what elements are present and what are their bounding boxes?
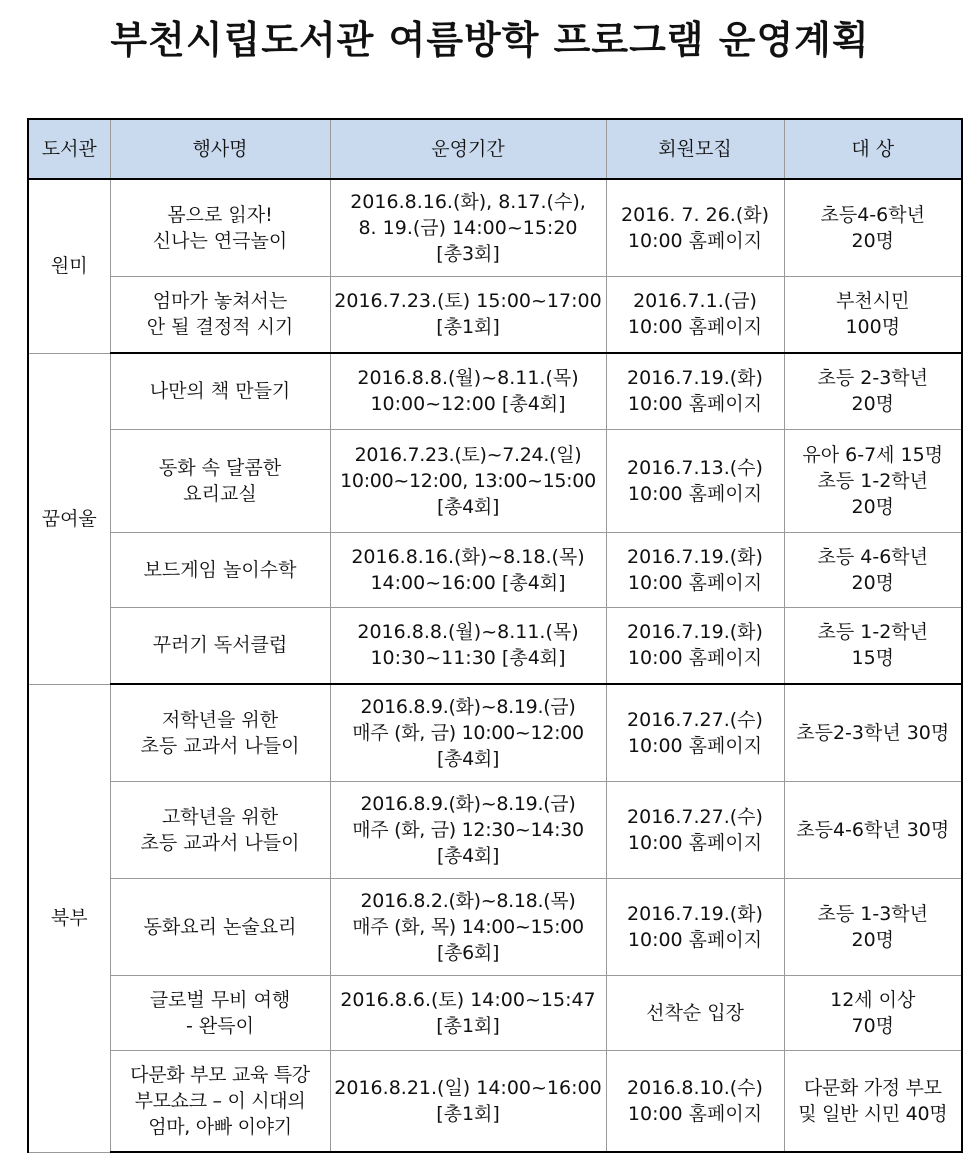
target-cell: 초등4-6학년 20명 — [784, 179, 962, 276]
library-cell: 북부 — [28, 684, 110, 1152]
target-cell: 초등 1-3학년 20명 — [784, 878, 962, 975]
registration-cell: 2016.7.27.(수) 10:00 홈페이지 — [606, 684, 784, 781]
target-cell: 초등2-3학년 30명 — [784, 684, 962, 781]
header-target: 대 상 — [784, 119, 962, 179]
event-cell: 동화 속 달콤한 요리교실 — [110, 429, 330, 532]
event-cell: 보드게임 놀이수학 — [110, 532, 330, 607]
target-cell: 유아 6-7세 15명 초등 1-2학년 20명 — [784, 429, 962, 532]
table-row — [28, 684, 962, 781]
period-cell: 2016.8.16.(화)~8.18.(목) 14:00~16:00 [총4회] — [330, 532, 606, 607]
period-cell: 2016.8.6.(토) 14:00~15:47 [총1회] — [330, 975, 606, 1050]
page-title: 부천시립도서관 여름방학 프로그램 운영계획 — [110, 18, 870, 62]
period-cell: 2016.8.21.(일) 14:00~16:00 [총1회] — [330, 1050, 606, 1152]
period-cell: 2016.8.8.(월)~8.11.(목) 10:00~12:00 [총4회] — [330, 353, 606, 429]
event-cell: 다문화 부모 교육 특강 부모쇼크 – 이 시대의 엄마, 아빠 이야기 — [110, 1050, 330, 1152]
registration-cell: 2016.7.19.(화) 10:00 홈페이지 — [606, 532, 784, 607]
event-cell: 엄마가 놓쳐서는 안 될 결정적 시기 — [110, 276, 330, 353]
period-cell: 2016.8.9.(화)~8.19.(금) 매주 (화, 금) 12:30~14:30 [총4회] — [330, 781, 606, 878]
event-cell: 몸으로 읽자! 신나는 연극놀이 — [110, 179, 330, 276]
target-cell: 12세 이상 70명 — [784, 975, 962, 1050]
table-row — [28, 353, 962, 429]
period-cell: 2016.8.8.(월)~8.11.(목) 10:30~11:30 [총4회] — [330, 607, 606, 684]
registration-cell: 2016.7.13.(수) 10:00 홈페이지 — [606, 429, 784, 532]
header-registration: 회원모집 — [606, 119, 784, 179]
target-cell: 부천시민 100명 — [784, 276, 962, 353]
library-cell: 원미 — [28, 179, 110, 353]
registration-cell: 선착순 입장 — [606, 975, 784, 1050]
period-cell: 2016.8.9.(화)~8.19.(금) 매주 (화, 금) 10:00~12:00 [총4회] — [330, 684, 606, 781]
event-cell: 저학년을 위한 초등 교과서 나들이 — [110, 684, 330, 781]
registration-cell: 2016.7.19.(화) 10:00 홈페이지 — [606, 353, 784, 429]
header-library: 도서관 — [28, 119, 110, 179]
table-row — [28, 975, 962, 1050]
period-cell: 2016.8.16.(화), 8.17.(수), 8. 19.(금) 14:00~15:20 [총3회] — [330, 179, 606, 276]
registration-cell: 2016.7.19.(화) 10:00 홈페이지 — [606, 878, 784, 975]
table-row — [28, 607, 962, 684]
target-cell: 초등 2-3학년 20명 — [784, 353, 962, 429]
period-cell: 2016.7.23.(토) 15:00~17:00 [총1회] — [330, 276, 606, 353]
event-cell: 글로벌 무비 여행 - 완득이 — [110, 975, 330, 1050]
registration-cell: 2016.7.27.(수) 10:00 홈페이지 — [606, 781, 784, 878]
table-row — [28, 429, 962, 532]
table-row — [28, 179, 962, 276]
program-schedule-table — [27, 118, 963, 1153]
registration-cell: 2016. 7. 26.(화) 10:00 홈페이지 — [606, 179, 784, 276]
table-row — [28, 276, 962, 353]
header-period: 운영기간 — [330, 119, 606, 179]
target-cell: 다문화 가정 부모 및 일반 시민 40명 — [784, 1050, 962, 1152]
table-row — [28, 532, 962, 607]
table-row — [28, 1050, 962, 1152]
target-cell: 초등 1-2학년 15명 — [784, 607, 962, 684]
period-cell: 2016.7.23.(토)~7.24.(일) 10:00~12:00, 13:00~15:00 [총4회] — [330, 429, 606, 532]
table-row — [28, 781, 962, 878]
event-cell: 나만의 책 만들기 — [110, 353, 330, 429]
registration-cell: 2016.7.19.(화) 10:00 홈페이지 — [606, 607, 784, 684]
library-cell: 꿈여울 — [28, 353, 110, 684]
target-cell: 초등 4-6학년 20명 — [784, 532, 962, 607]
event-cell: 동화요리 논술요리 — [110, 878, 330, 975]
registration-cell: 2016.8.10.(수) 10:00 홈페이지 — [606, 1050, 784, 1152]
table-header-row — [28, 119, 962, 179]
table-row — [28, 878, 962, 975]
header-event: 행사명 — [110, 119, 330, 179]
period-cell: 2016.8.2.(화)~8.18.(목) 매주 (화, 목) 14:00~15:00 [총6회] — [330, 878, 606, 975]
event-cell: 고학년을 위한 초등 교과서 나들이 — [110, 781, 330, 878]
event-cell: 꾸러기 독서클럽 — [110, 607, 330, 684]
target-cell: 초등4-6학년 30명 — [784, 781, 962, 878]
registration-cell: 2016.7.1.(금) 10:00 홈페이지 — [606, 276, 784, 353]
